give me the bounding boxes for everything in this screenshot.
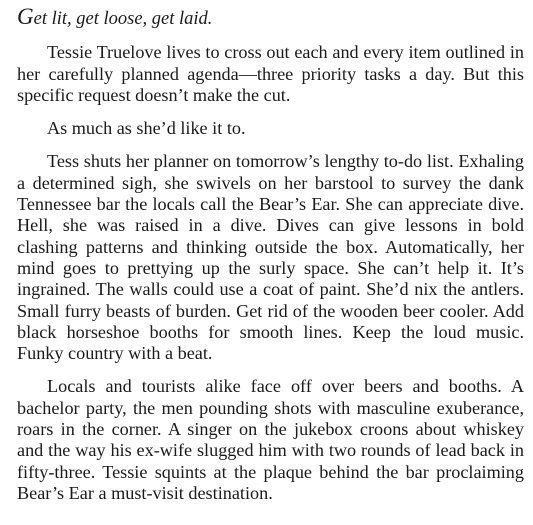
opening-line-text: et lit, get loose, get laid. [33, 9, 213, 29]
paragraph-4: Locals and tourists alike face off over beers and booths. A bachelor party, the men pounding shots with masculine exuberance, roars in the corner. A singer on the jukebox croons about whiskey and the way his ex-wife slugged him with two rounds of lead back in fifty-three. Tessie squints at the plaque behind the bar proclaiming Bear’s Ear a must-visit destination. [17, 376, 524, 503]
opening-initial: G [17, 4, 34, 29]
paragraph-3: Tess shuts her planner on tomorrow’s lengthy to-do list. Exhaling a determined sigh, she swivels on her barstool to survey the dank Tennessee bar the locals call the Bear’s Ear. She can appreciate dive. Hell, she was raised in a dive. Dives can give lessons in bold clashing patterns and thinking outside the box. Automatically, her mind goes to prettying up the surly space. She can’t help it. It’s ingrained. The walls could use a coat of paint. She’d nix the antlers. Small furry beasts of burden. Get rid of the wooden beer cooler. Add black horseshoe booths for smooth lines. Keep the loud music. Funky country with a beat. [17, 151, 524, 364]
paragraph-2: As much as she’d like it to. [47, 118, 246, 139]
opening-line [17, 6, 524, 30]
paragraph-1: Tessie Truelove lives to cross out each and every item outlined in her carefully planned agenda—three priority tasks a day. But this specific request doesn’t make the cut. [17, 42, 524, 105]
